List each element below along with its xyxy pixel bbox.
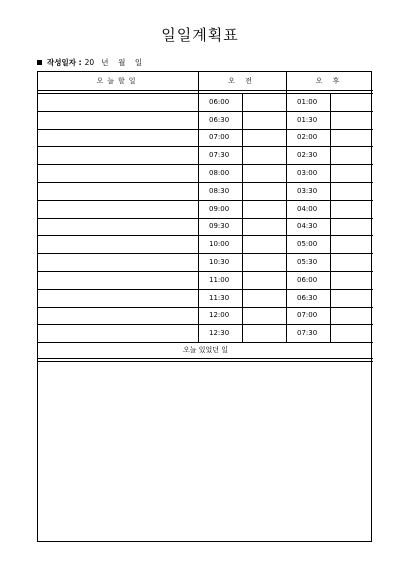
todo-cell[interactable] xyxy=(38,271,198,289)
am-note-cell[interactable] xyxy=(242,271,286,289)
pm-note-cell[interactable] xyxy=(330,253,373,271)
am-note-cell[interactable] xyxy=(242,289,286,307)
am-time: 09:30 xyxy=(209,222,230,231)
todo-cell[interactable] xyxy=(38,289,198,307)
todo-cell[interactable] xyxy=(38,218,198,236)
todo-cell[interactable] xyxy=(38,93,198,111)
pm-time: 04:00 xyxy=(297,204,318,213)
am-time: 11:00 xyxy=(209,275,230,284)
column-divider xyxy=(198,72,199,342)
header-am: 오 전 xyxy=(228,77,256,85)
am-note-cell[interactable] xyxy=(242,200,286,218)
pm-note-cell[interactable] xyxy=(330,146,373,164)
am-note-cell[interactable] xyxy=(242,164,286,182)
am-time: 12:00 xyxy=(209,311,230,320)
pm-time: 03:30 xyxy=(297,186,318,195)
done-section-label: 오늘 있었던 일 xyxy=(182,346,229,355)
am-time: 06:00 xyxy=(209,97,230,106)
pm-note-cell[interactable] xyxy=(330,324,373,342)
pm-time: 02:30 xyxy=(297,151,318,160)
header-pm: 오 후 xyxy=(315,77,344,85)
am-note-cell[interactable] xyxy=(242,218,286,236)
pm-note-cell[interactable] xyxy=(330,111,373,129)
todo-cell[interactable] xyxy=(38,164,198,182)
todo-cell[interactable] xyxy=(38,200,198,218)
pm-note-cell[interactable] xyxy=(330,93,373,111)
pm-time: 01:30 xyxy=(297,115,318,124)
am-time: 10:00 xyxy=(209,240,230,249)
pm-note-cell[interactable] xyxy=(330,271,373,289)
row-divider xyxy=(38,324,373,325)
pm-time: 06:30 xyxy=(297,293,318,302)
date-line xyxy=(37,57,142,68)
pm-note-cell[interactable] xyxy=(330,307,373,325)
header-todo: 오늘할일 xyxy=(96,77,140,85)
pm-time: 01:00 xyxy=(297,97,318,106)
date-label: 작성일자 : xyxy=(47,58,82,67)
pm-time: 07:30 xyxy=(297,329,318,338)
pm-time: 03:00 xyxy=(297,169,318,178)
am-note-cell[interactable] xyxy=(242,129,286,147)
am-note-cell[interactable] xyxy=(242,324,286,342)
todo-cell[interactable] xyxy=(38,182,198,200)
todo-cell[interactable] xyxy=(38,307,198,325)
column-divider xyxy=(242,93,243,343)
am-note-cell[interactable] xyxy=(242,307,286,325)
row-divider xyxy=(38,358,373,359)
row-divider xyxy=(38,271,373,272)
row-divider xyxy=(38,90,373,91)
row-divider xyxy=(38,146,373,147)
row-divider xyxy=(38,342,373,343)
pm-note-cell[interactable] xyxy=(330,218,373,236)
pm-time: 02:00 xyxy=(297,133,318,142)
pm-time: 06:00 xyxy=(297,275,318,284)
am-time: 12:30 xyxy=(209,329,230,338)
am-note-cell[interactable] xyxy=(242,182,286,200)
am-time: 08:00 xyxy=(209,169,230,178)
row-divider xyxy=(38,182,373,183)
row-divider xyxy=(38,129,373,130)
square-bullet-icon xyxy=(37,60,42,65)
date-value[interactable]: 20 년 월 일 xyxy=(84,58,143,67)
am-note-cell[interactable] xyxy=(242,93,286,111)
am-time: 09:00 xyxy=(209,204,230,213)
todo-cell[interactable] xyxy=(38,235,198,253)
am-note-cell[interactable] xyxy=(242,111,286,129)
am-note-cell[interactable] xyxy=(242,146,286,164)
pm-note-cell[interactable] xyxy=(330,200,373,218)
pm-note-cell[interactable] xyxy=(330,235,373,253)
row-divider xyxy=(38,200,373,201)
todo-cell[interactable] xyxy=(38,324,198,342)
am-note-cell[interactable] xyxy=(242,253,286,271)
row-divider xyxy=(38,361,373,362)
planner-table xyxy=(37,71,372,542)
row-divider xyxy=(38,307,373,308)
am-time: 07:30 xyxy=(209,151,230,160)
page-title: 일일계획표 xyxy=(161,26,239,44)
am-time: 11:30 xyxy=(209,293,230,302)
pm-time: 07:00 xyxy=(297,311,318,320)
row-divider xyxy=(38,235,373,236)
todo-cell[interactable] xyxy=(38,129,198,147)
done-notes-area[interactable] xyxy=(38,361,373,541)
am-time: 07:00 xyxy=(209,133,230,142)
pm-time: 04:30 xyxy=(297,222,318,231)
am-time: 10:30 xyxy=(209,258,230,267)
todo-cell[interactable] xyxy=(38,253,198,271)
pm-time: 05:00 xyxy=(297,240,318,249)
am-time: 06:30 xyxy=(209,115,230,124)
row-divider xyxy=(38,253,373,254)
row-divider xyxy=(38,93,373,94)
row-divider xyxy=(38,111,373,112)
am-note-cell[interactable] xyxy=(242,235,286,253)
pm-note-cell[interactable] xyxy=(330,182,373,200)
pm-note-cell[interactable] xyxy=(330,164,373,182)
todo-cell[interactable] xyxy=(38,146,198,164)
row-divider xyxy=(38,289,373,290)
column-divider xyxy=(330,93,331,343)
pm-note-cell[interactable] xyxy=(330,289,373,307)
row-divider xyxy=(38,218,373,219)
column-divider xyxy=(286,72,287,342)
am-time: 08:30 xyxy=(209,186,230,195)
pm-time: 05:30 xyxy=(297,258,318,267)
todo-cell[interactable] xyxy=(38,111,198,129)
row-divider xyxy=(38,164,373,165)
pm-note-cell[interactable] xyxy=(330,129,373,147)
